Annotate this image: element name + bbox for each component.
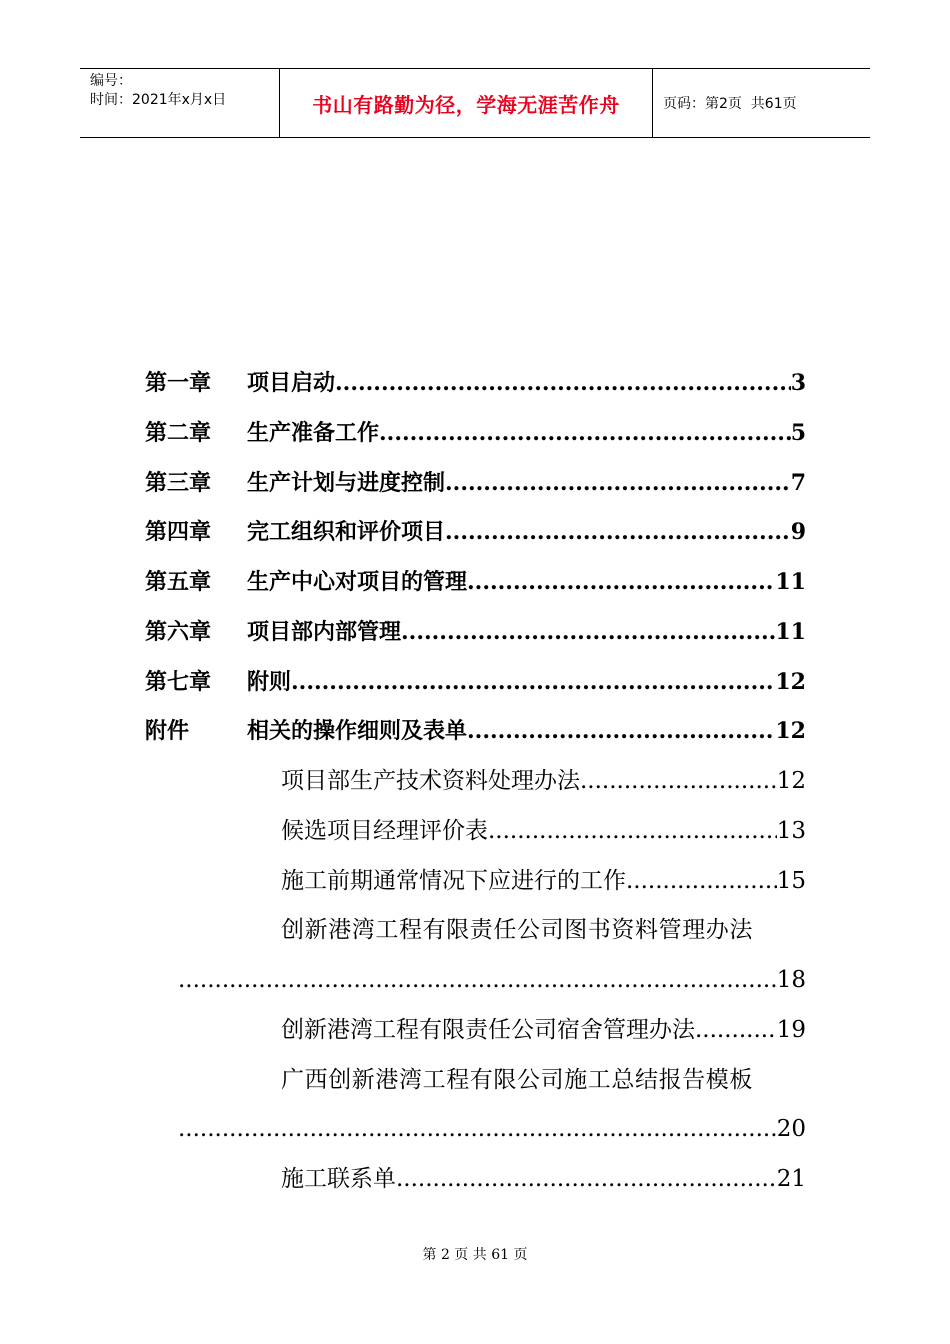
sub-item-page: 19 <box>776 1017 806 1043</box>
chapter-page: 11 <box>775 569 806 595</box>
sub-item-page: 15 <box>776 868 806 894</box>
time-label: 时间：2021年x月x日 <box>90 92 227 108</box>
sub-item-page: 13 <box>776 818 806 844</box>
chapter-number: 第六章 <box>145 619 212 645</box>
chapter-page: 7 <box>790 470 806 496</box>
toc-chapter-6[interactable] <box>145 616 806 648</box>
chapter-title: 项目启动 <box>247 370 336 396</box>
leader-dots <box>445 516 791 548</box>
leader-dots <box>467 715 775 747</box>
leader-dots <box>178 1113 777 1145</box>
chapter-page: 12 <box>775 669 806 695</box>
chapter-title: 附则 <box>247 669 292 695</box>
chapter-title: 生产准备工作 <box>247 420 380 446</box>
toc-chapter-1[interactable] <box>145 367 806 399</box>
leader-dots <box>580 765 777 797</box>
chapter-number: 第五章 <box>145 569 212 595</box>
toc-chapter-5[interactable] <box>145 566 806 598</box>
page-header <box>80 68 870 138</box>
sub-item-title: 项目部生产技术资料处理办法 <box>281 768 580 794</box>
sub-item-page: 12 <box>776 768 806 794</box>
chapter-page: 9 <box>790 519 806 545</box>
leader-dots <box>401 616 775 648</box>
sub-item-page: 18 <box>776 967 806 993</box>
leader-dots <box>379 417 791 449</box>
toc-appendix[interactable] <box>145 715 806 747</box>
chapter-number: 第三章 <box>145 470 212 496</box>
chapter-title: 相关的操作细则及表单 <box>247 718 468 744</box>
number-label: 编号： <box>90 73 132 89</box>
chapter-title: 项目部内部管理 <box>247 619 402 645</box>
sub-item-title: 广西创新港湾工程有限公司施工总结报告模板 <box>281 1067 753 1093</box>
leader-dots <box>695 1014 777 1046</box>
toc-sub-item-4-leader[interactable] <box>178 964 806 996</box>
toc-chapter-3[interactable] <box>145 467 806 499</box>
chapter-title: 生产计划与进度控制 <box>247 470 446 496</box>
toc-chapter-7[interactable] <box>145 666 806 698</box>
toc-sub-item-1[interactable] <box>281 765 806 797</box>
sub-item-title: 施工联系单 <box>281 1166 396 1192</box>
leader-dots <box>178 964 777 996</box>
page-info-text: 页码：第2页 共61页 <box>663 96 797 112</box>
leader-dots <box>626 865 777 897</box>
toc-sub-item-7[interactable] <box>281 1163 806 1195</box>
chapter-page: 5 <box>790 420 806 446</box>
sub-item-title: 施工前期通常情况下应进行的工作 <box>281 868 626 894</box>
toc-sub-item-5[interactable] <box>281 1014 806 1046</box>
leader-dots <box>467 566 775 598</box>
chapter-page: 12 <box>775 718 806 744</box>
header-meta <box>80 69 280 137</box>
toc-sub-item-2[interactable] <box>281 815 806 847</box>
sub-item-title: 创新港湾工程有限责任公司宿舍管理办法 <box>281 1017 695 1043</box>
chapter-number: 附件 <box>145 718 190 744</box>
toc-sub-item-6-leader[interactable] <box>178 1113 806 1145</box>
leader-dots <box>291 666 775 698</box>
leader-dots <box>488 815 777 847</box>
leader-dots <box>396 1163 777 1195</box>
toc-sub-item-6[interactable] <box>281 1064 806 1096</box>
chapter-title: 完工组织和评价项目 <box>247 519 446 545</box>
header-page-info <box>653 69 870 137</box>
chapter-number: 第二章 <box>145 420 212 446</box>
sub-item-title: 创新港湾工程有限责任公司图书资料管理办法 <box>281 917 753 943</box>
chapter-number: 第七章 <box>145 669 212 695</box>
leader-dots <box>445 467 791 499</box>
chapter-page: 11 <box>775 619 806 645</box>
toc-chapter-4[interactable] <box>145 516 806 548</box>
header-motto: 书山有路勤为径，学海无涯苦作舟 <box>280 69 653 137</box>
page-footer: 第 2 页 共 61 页 <box>422 1247 528 1263</box>
toc-sub-item-3[interactable] <box>281 865 806 897</box>
chapter-number: 第一章 <box>145 370 212 396</box>
sub-item-page: 20 <box>776 1116 806 1142</box>
toc-chapter-2[interactable] <box>145 417 806 449</box>
chapter-title: 生产中心对项目的管理 <box>247 569 468 595</box>
toc-sub-item-4[interactable] <box>281 914 806 946</box>
sub-item-page: 21 <box>776 1166 806 1192</box>
chapter-page: 3 <box>790 370 806 396</box>
sub-item-title: 候选项目经理评价表 <box>281 818 488 844</box>
leader-dots <box>335 367 791 399</box>
chapter-number: 第四章 <box>145 519 212 545</box>
